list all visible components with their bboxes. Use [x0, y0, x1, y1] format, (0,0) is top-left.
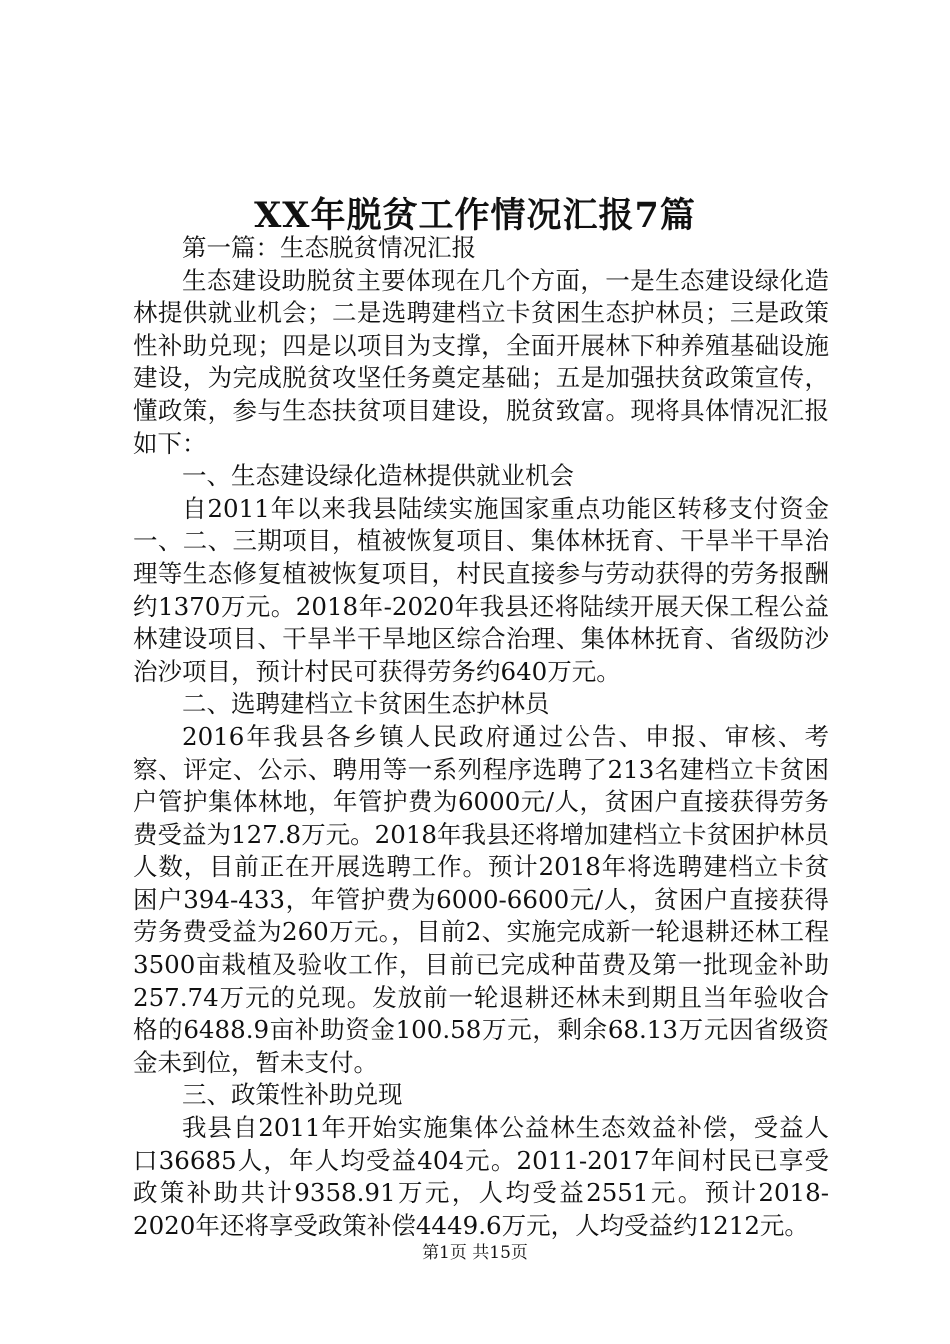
document-body: [133, 232, 829, 1242]
section-heading: 第一篇：生态脱贫情况汇报: [182, 233, 476, 262]
section-heading: 二、选聘建档立卡贫困生态护林员: [182, 689, 550, 719]
body-paragraph: 生态建设助脱贫主要体现在几个方面，一是生态建设绿化造林提供就业机会；二是选聘建档立卡贫困生态护林员；三是政策性补助兑现；四是以项目为支撑，全面开展林下种养殖基础设施建设，为完成脱贫攻坚任务奠定基础；五是加强扶贫政策宣传，懂政策，参与生态扶贫项目建设，脱贫致富。现将具体情况汇报如下：: [133, 265, 829, 458]
section-heading: 一、生态建设绿化造林提供就业机会: [182, 461, 574, 491]
section-heading: 三、政策性补助兑现: [182, 1080, 403, 1110]
body-paragraph: 2016年我县各乡镇人民政府通过公告、申报、审核、考察、评定、公示、聘用等一系列程序选聘了213名建档立卡贫困户管护集体林地，年管护费为6000元/人，贫困户直接获得劳务费受益为127.8万元。2018年我县还将增加建档立卡贫困护林员人数，目前正在开展选聘工作。预计2018年将选聘建档立卡贫困户394-433，年管护费为6000-6600元/人，贫困户直接获得劳务费受益为260万元。，目前2、实施完成新一轮退耕还林工程3500亩栽植及验收工作，目前已完成种苗费及第一批现金补助257.74万元的兑现。发放前一轮退耕还林未到期且当年验收合格的6488.9亩补助资金100.58万元，剩余68.13万元因省级资金未到位，暂未支付。: [133, 721, 829, 1077]
body-paragraph: 自2011年以来我县陆续实施国家重点功能区转移支付资金一、二、三期项目，植被恢复项目、集体林抚育、干旱半干旱治理等生态修复植被恢复项目，村民直接参与劳动获得的劳务报酬约1370万元。2018年-2020年我县还将陆续开展天保工程公益林建设项目、干旱半干旱地区综合治理、集体林抚育、省级防沙治沙项目，预计村民可获得劳务约640万元。: [133, 493, 829, 686]
page-number-footer: 第1页 共15页: [422, 1243, 528, 1263]
body-paragraph: 我县自2011年开始实施集体公益林生态效益补偿，受益人口36685人，年人均受益404元。2011-2017年间村民已享受政策补助共计9358.91万元，人均受益2551元。预计2018-2020年还将享受政策补偿4449.6万元，人均受益约1212元。: [133, 1113, 829, 1240]
document-title: XX年脱贫工作情况汇报7篇: [254, 195, 696, 236]
